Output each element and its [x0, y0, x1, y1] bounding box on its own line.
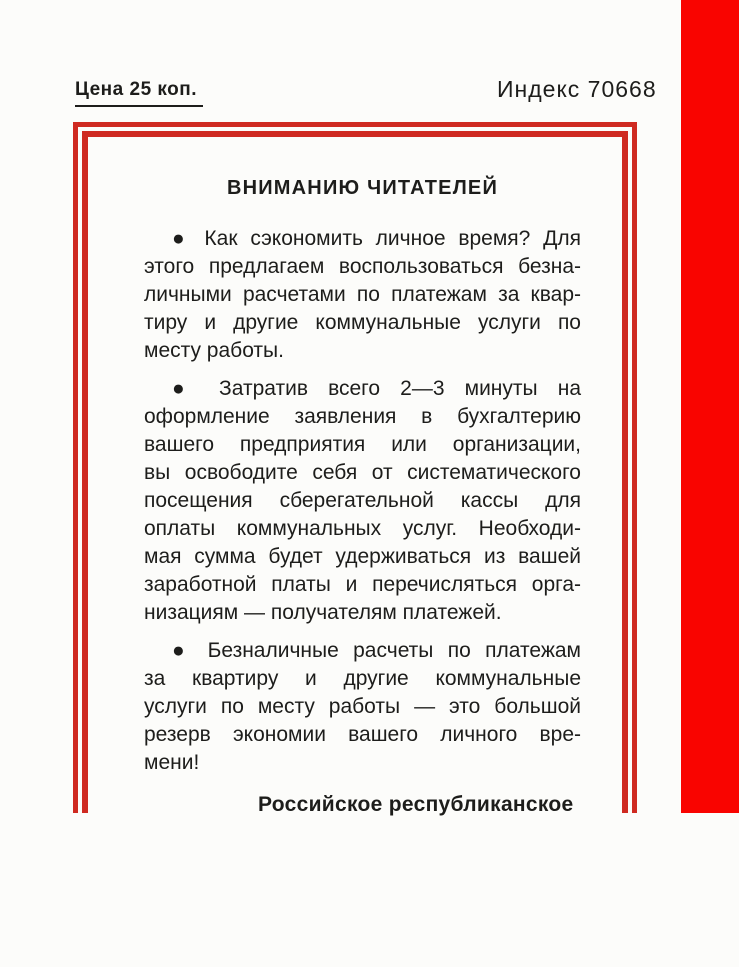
text-line: резерв экономии вашего личного вре-: [144, 723, 581, 746]
text-line: за квартиру и другие коммунальные: [144, 667, 581, 690]
text-line: мая сумма будет удерживаться из вашей: [144, 545, 581, 568]
notice-heading: ВНИМАНИЮ ЧИТАТЕЛЕЙ: [226, 177, 499, 199]
notice-paragraph: [144, 375, 581, 627]
text-line: оформление заявления в бухгалтерию: [144, 405, 581, 428]
notice-content: [88, 137, 622, 817]
text-line: мени!: [144, 751, 200, 774]
subscription-index-label: Индекс 70668: [497, 76, 657, 102]
text-line: посещения сберегательной кассы для: [144, 489, 581, 512]
text-line: личными расчетами по платежам за квар-: [144, 283, 581, 306]
notice-frame: [73, 122, 637, 816]
red-side-stripe: [681, 0, 739, 813]
text-line: месту работы.: [144, 339, 284, 362]
text-line: вы освободите себя от систематического: [144, 461, 581, 484]
text-line: услуги по месту работы — это большой: [144, 695, 581, 718]
text-line: тиру и другие коммунальные услуги по: [144, 311, 581, 334]
text-line: низациям — получателям платежей.: [144, 601, 502, 624]
notice-paragraph: [144, 637, 581, 777]
text-line: ● Затратив всего 2—3 минуты на: [172, 377, 581, 400]
text-line: оплаты коммунальных услуг. Необходи-: [144, 517, 581, 540]
text-line: этого предлагаем воспользоваться безна-: [144, 255, 581, 278]
publisher-line: Российское республиканское: [258, 793, 574, 816]
notice-frame-inner-border: [82, 131, 628, 816]
text-line: ● Безналичные расчеты по платежам: [172, 639, 581, 662]
price-label: Цена 25 коп.: [75, 79, 203, 107]
text-line: ● Как сэкономить личное время? Для: [172, 227, 581, 250]
text-line: заработной платы и перечисляться орга-: [144, 573, 581, 596]
text-line: вашего предприятия или организации,: [144, 433, 581, 456]
notice-paragraph: [144, 225, 581, 365]
